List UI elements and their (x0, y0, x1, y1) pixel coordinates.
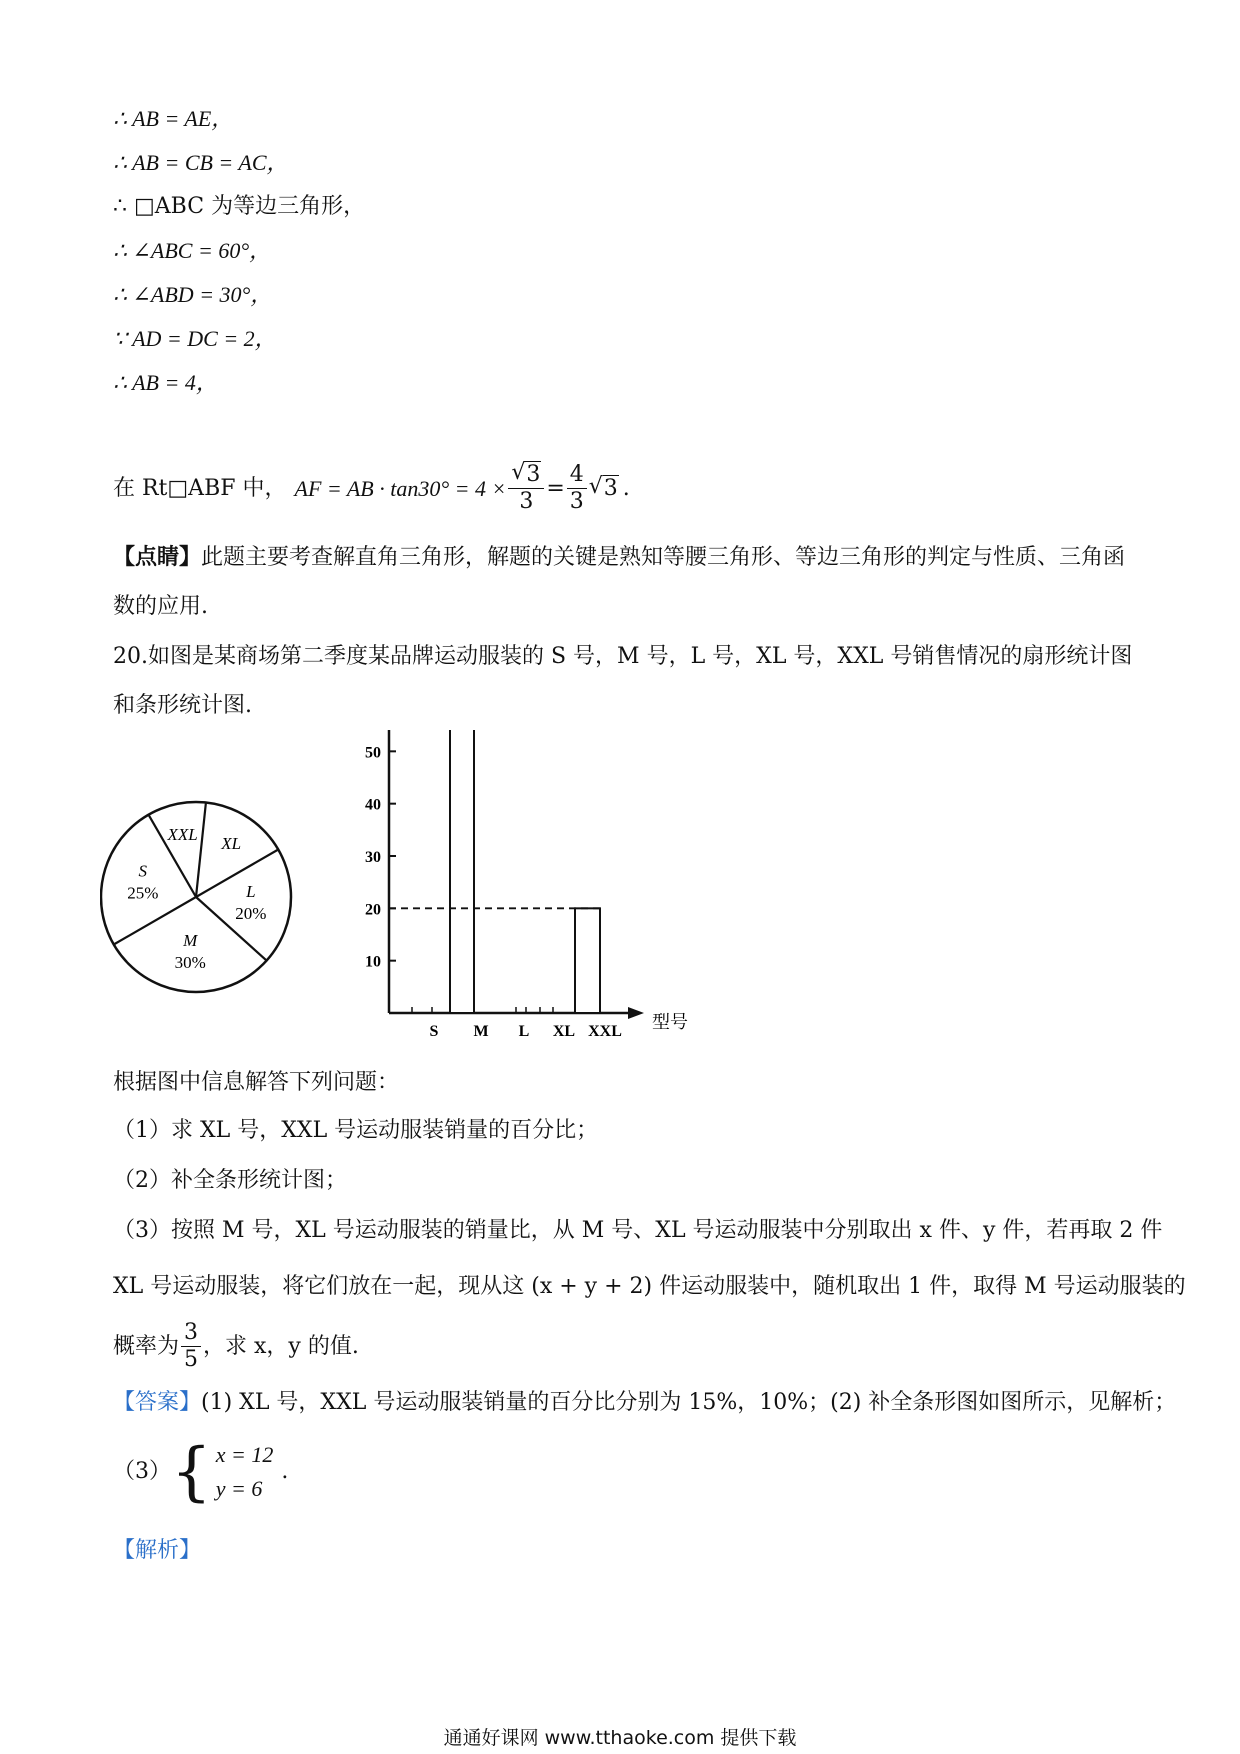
x-tick-label-m: M (473, 1023, 489, 1040)
q3-frac-den: 5 (184, 1347, 199, 1372)
pie-label-xxl: XXL (167, 824, 198, 844)
question-3-line-c (113, 1320, 359, 1373)
pie-label-s: S (138, 861, 148, 881)
y-tick-label-30: 30 (365, 849, 381, 866)
x-axis-arrow-icon (628, 1007, 644, 1019)
brace-icon: { (171, 1435, 212, 1509)
page-footer: 通通好课网 www.tthaoke.com 提供下载 (443, 1727, 797, 1749)
sqrt-3: √ 3 (589, 474, 619, 504)
pie-label-m: M (183, 930, 198, 950)
answer-label: 【答案】 (113, 1390, 202, 1415)
comment-paragraph (113, 533, 1133, 631)
y-tick-label-20: 20 (365, 901, 381, 919)
pie-label-xl: XL (221, 833, 242, 853)
question-stem: 20.如图是某商场第二季度某品牌运动服装的 S 号，M 号，L 号，XL 号，XXL 号销售情况的扇形统计图和条形统计图. (113, 644, 1133, 718)
line8-end: . (622, 475, 630, 501)
x-tick-label-l: L (518, 1023, 530, 1040)
answer-line (113, 1388, 1176, 1418)
bar-chart (365, 730, 688, 1040)
analysis-label: 【解析】 (113, 1538, 202, 1563)
line8-prefix: 在 Rt□ABF 中， (113, 475, 287, 501)
pie-percent-s: 25% (127, 883, 159, 903)
pie-label-l: L (246, 881, 256, 901)
question-2: （2）补全条形统计图； (113, 1168, 347, 1193)
answer-end: . (281, 1459, 289, 1484)
fraction-3-over-5 (181, 1320, 201, 1373)
proof-line-4: ∴ ∠ABC = 60°， (113, 238, 272, 263)
x-tick-label-xxl: XXL (588, 1023, 622, 1040)
question-intro: 根据图中信息解答下列问题： (113, 1070, 400, 1095)
y-tick-label-10: 10 (365, 953, 381, 971)
proof-line-3: ∴ □ABC 为等边三角形， (113, 194, 366, 219)
frac1-num: 3 (526, 462, 541, 487)
question-3-line-a: （3）按照 M 号，XL 号运动服装的销量比，从 M 号、XL 号运动服装中分别取出 x 件、y 件，若再取 2 件 (113, 1218, 1163, 1243)
x-tick-label-xl: XL (552, 1023, 576, 1040)
q3-prob-label: 概率为 (113, 1333, 180, 1359)
comment-label: 【点睛】 (113, 544, 202, 570)
answer-part3-label: （3） (113, 1459, 171, 1484)
bar-xxl (575, 908, 600, 1013)
proof-line-5: ∴ ∠ABD = 30°， (113, 282, 273, 307)
pie-percent-m: 30% (174, 952, 206, 972)
bar-m (450, 730, 474, 1013)
comment-text: 此题主要考查解直角三角形，解题的关键是熟知等腰三角形、等边三角形的判定与性质、三角函数的应用. (113, 545, 1126, 619)
fraction-sqrt3-over-3 (508, 462, 544, 515)
proof-line-1: ∴ AB = AE， (113, 106, 234, 131)
pie-chart (101, 802, 291, 992)
fraction-4-over-3 (567, 462, 587, 515)
q3-prob-tail: ，求 x，y 的值. (203, 1333, 359, 1359)
frac1-den: 3 (519, 489, 534, 514)
answer-eq-x: x = 12 (215, 1442, 274, 1467)
proof-line-6: ∵ AD = DC = 2， (113, 326, 277, 351)
frac2-num: 4 (567, 462, 587, 489)
x-axis-label: 型号 (652, 1012, 688, 1032)
answer-text: (1) XL 号，XXL 号运动服装销量的百分比分别为 15%，10%；(2) 补全条形图如图所示，见解析； (201, 1390, 1177, 1415)
y-tick-label-50: 50 (365, 744, 381, 762)
answer-eq-y: y = 6 (215, 1476, 263, 1501)
pie-percent-l: 20% (235, 903, 267, 923)
proof-line-8 (113, 462, 630, 515)
proof-line-7: ∴ AB = 4， (113, 370, 218, 395)
question-3-line-b: XL 号运动服装，将它们放在一起，现从这 (x + y + 2) 件运动服装中，随机取出 1 件，取得 M 号运动服装的 (113, 1274, 1186, 1299)
frac2-den: 3 (569, 489, 584, 514)
x-tick-label-s: S (429, 1023, 439, 1040)
y-tick-label-40: 40 (365, 796, 381, 814)
answer-part3 (113, 1436, 288, 1508)
charts-figure (100, 730, 750, 1050)
line8-expression: AF = AB · tan30° = 4 × (294, 475, 507, 501)
proof-line-2: ∴ AB = CB = AC， (113, 150, 289, 175)
question-1: （1）求 XL 号，XXL 号运动服装销量的百分比； (113, 1118, 599, 1143)
q3-frac-num: 3 (181, 1320, 201, 1347)
line8-equals: = (546, 475, 565, 501)
